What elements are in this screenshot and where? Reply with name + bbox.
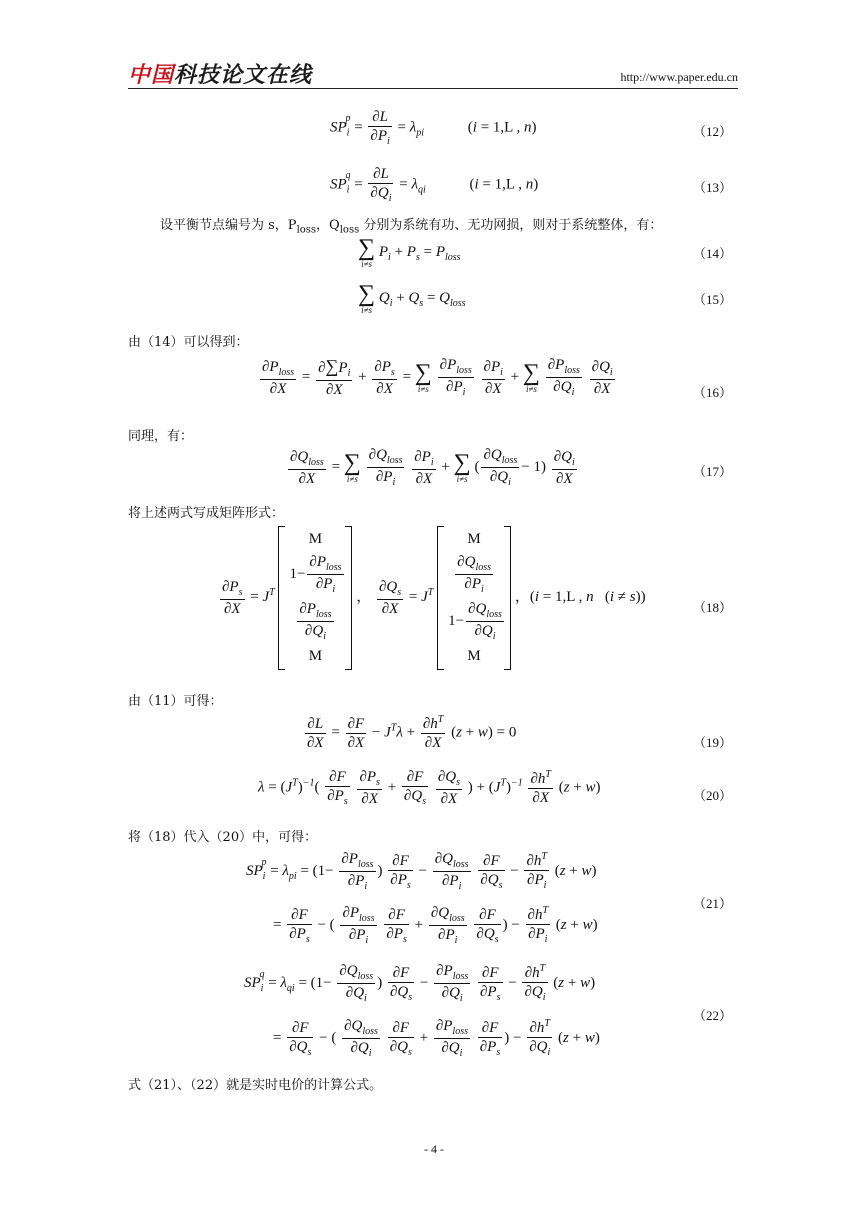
- equation-21-line1: $SP_i^p = \lambda_{pi} = (1-$ $\frac{\partial P_{loss}}{\partial P_i}$ ) $\frac{\partial F}{\partial P_s}$ − $\frac{\partial Q_{loss}}{\partial P_i}$ $\frac{\partial F}{\partial Q_s}$ − $\frac{\partial h^T}{\partial P_i}$ (z + w): [246, 851, 597, 892]
- equation-20: $\lambda = (J^T)^{-1}$( $\frac{\partial F}{\partial P_s}$ $\frac{\partial P_s}{\partial X}$ + $\frac{\partial F}{\partial Q_s}$ $\frac{\partial Q_s}{\partial X}$ ) + $(J^T)^{-1}$ $\frac{\partial h^T}{\partial X}$ (z + w): [258, 769, 601, 807]
- equation-12: $SP_i^p$ = $\frac{\partial L}{\partial P_i}$ = $\lambda_{pi}$ (i = 1,L , n): [330, 109, 537, 147]
- equation-number: （17）: [692, 464, 732, 479]
- equation-number: （21）: [692, 896, 732, 911]
- equation-22-line1: $SP_i^q = \lambda_{qi} = (1-$ $\frac{\partial Q_{loss}}{\partial Q_i}$ ) $\frac{\partial F}{\partial Q_s}$ − $\frac{\partial P_{loss}}{\partial Q_i}$ $\frac{\partial F}{\partial P_s}$ − $\frac{\partial h^T}{\partial Q_i}$ (z + w): [244, 963, 596, 1004]
- equation-15: ∑ i≠s $Q_i + Q_s = Q_{loss}$: [358, 281, 466, 315]
- paragraph: 设平衡节点编号为 s，$P_{loss}$，$Q_{loss}$ 分别为系统有功、无功网损，则对于系统整体，有：: [160, 218, 663, 236]
- header-rule: [128, 88, 738, 89]
- equation-number: （15）: [692, 292, 732, 307]
- paragraph: 由（14）可以得到：: [128, 335, 249, 350]
- paragraph: 式（21）、（22）就是实时电价的计算公式。: [128, 1078, 383, 1093]
- journal-logo: 中国科技论文在线: [128, 63, 313, 88]
- equation-13: $SP_i^q$ = $\frac{\partial L}{\partial Q_i}$ = $\lambda_{qi}$ (i = 1,L , n): [330, 166, 539, 204]
- equation-21-line2: = $\frac{\partial F}{\partial P_s}$ − ( $\frac{\partial P_{loss}}{\partial P_i}$ $\frac{\partial F}{\partial P_s}$ + $\frac{\partial Q_{loss}}{\partial P_i}$ $\frac{\partial F}{\partial Q_s}$ ) − $\frac{\partial h^T}{\partial P_i}$ (z + w): [273, 905, 598, 946]
- equation-number: （18）: [692, 600, 732, 615]
- equation-number: （20）: [692, 788, 732, 803]
- equation-17: $\frac{\partial Q_{loss}}{\partial X}$ = ∑ i≠s $\frac{\partial Q_{loss}}{\partial P_i}$ $\frac{\partial P_i}{\partial X}$ + ∑ i≠s ( $\frac{\partial Q_{loss}}{\partial Q_i}$ − 1) $\frac{\partial Q_i}{\partial X}$: [290, 447, 575, 488]
- paragraph: 同理，有：: [128, 429, 194, 444]
- header-url: http://www.paper.edu.cn: [620, 70, 738, 84]
- equation-number: （14）: [692, 246, 732, 261]
- equation-number: （16）: [692, 385, 732, 400]
- equation-14: ∑ i≠s $P_i + P_s = P_{loss}$: [358, 235, 461, 269]
- equation-16: $\frac{\partial P_{loss}}{\partial X}$ = $\frac{\partial\sum P_i}{\partial X}$ + $\frac{\partial P_s}{\partial X}$ = ∑ i≠s $\frac{\partial P_{loss}}{\partial P_i}$ $\frac{\partial P_i}{\partial X}$ + ∑ i≠s $\frac{\partial P_{loss}}{\partial Q_i}$ $\frac{\partial Q_i}{\partial X}$: [262, 356, 613, 398]
- equation-22-line2: = $\frac{\partial F}{\partial Q_s}$ − ( $\frac{\partial Q_{loss}}{\partial Q_i}$ $\frac{\partial F}{\partial Q_s}$ + $\frac{\partial P_{loss}}{\partial Q_i}$ $\frac{\partial F}{\partial P_s}$ ) − $\frac{\partial h^T}{\partial Q_i}$ (z + w): [273, 1018, 600, 1059]
- paragraph: 由（11）可得：: [128, 694, 223, 709]
- equation-number: （22）: [692, 1008, 732, 1023]
- equation-number: （12）: [692, 124, 732, 139]
- page-number: - 4 -: [424, 1142, 444, 1156]
- equation-19: $\frac{\partial L}{\partial X}$ = $\frac{\partial F}{\partial X}$ − $J^T\lambda$ + $\frac{\partial h^T}{\partial X}$ (z + w) = 0: [307, 714, 517, 751]
- equation-number: （13）: [692, 180, 732, 195]
- paragraph: 将上述两式写成矩阵形式：: [128, 506, 285, 521]
- equation-18: $\frac{\partial P_s}{\partial X}$ = $J^T$ M 1− $\frac{\partial P_{loss}}{\partial P_i}$ $\frac{\partial P_{loss}}{\partial Q_i}$ M ， $\frac{\partial Q_s}{\partial X}$ = $J^T$ M $\frac{\partial Q_{loss}}{\partial P_i}$ 1− $\frac{\partial Q_{loss}}{\partial Q_i}$ M ，(i = 1,L , n (i ≠ s)): [218, 526, 646, 670]
- equation-number: （19）: [692, 735, 732, 750]
- paragraph: 将（18）代入（20）中，可得：: [128, 830, 318, 845]
